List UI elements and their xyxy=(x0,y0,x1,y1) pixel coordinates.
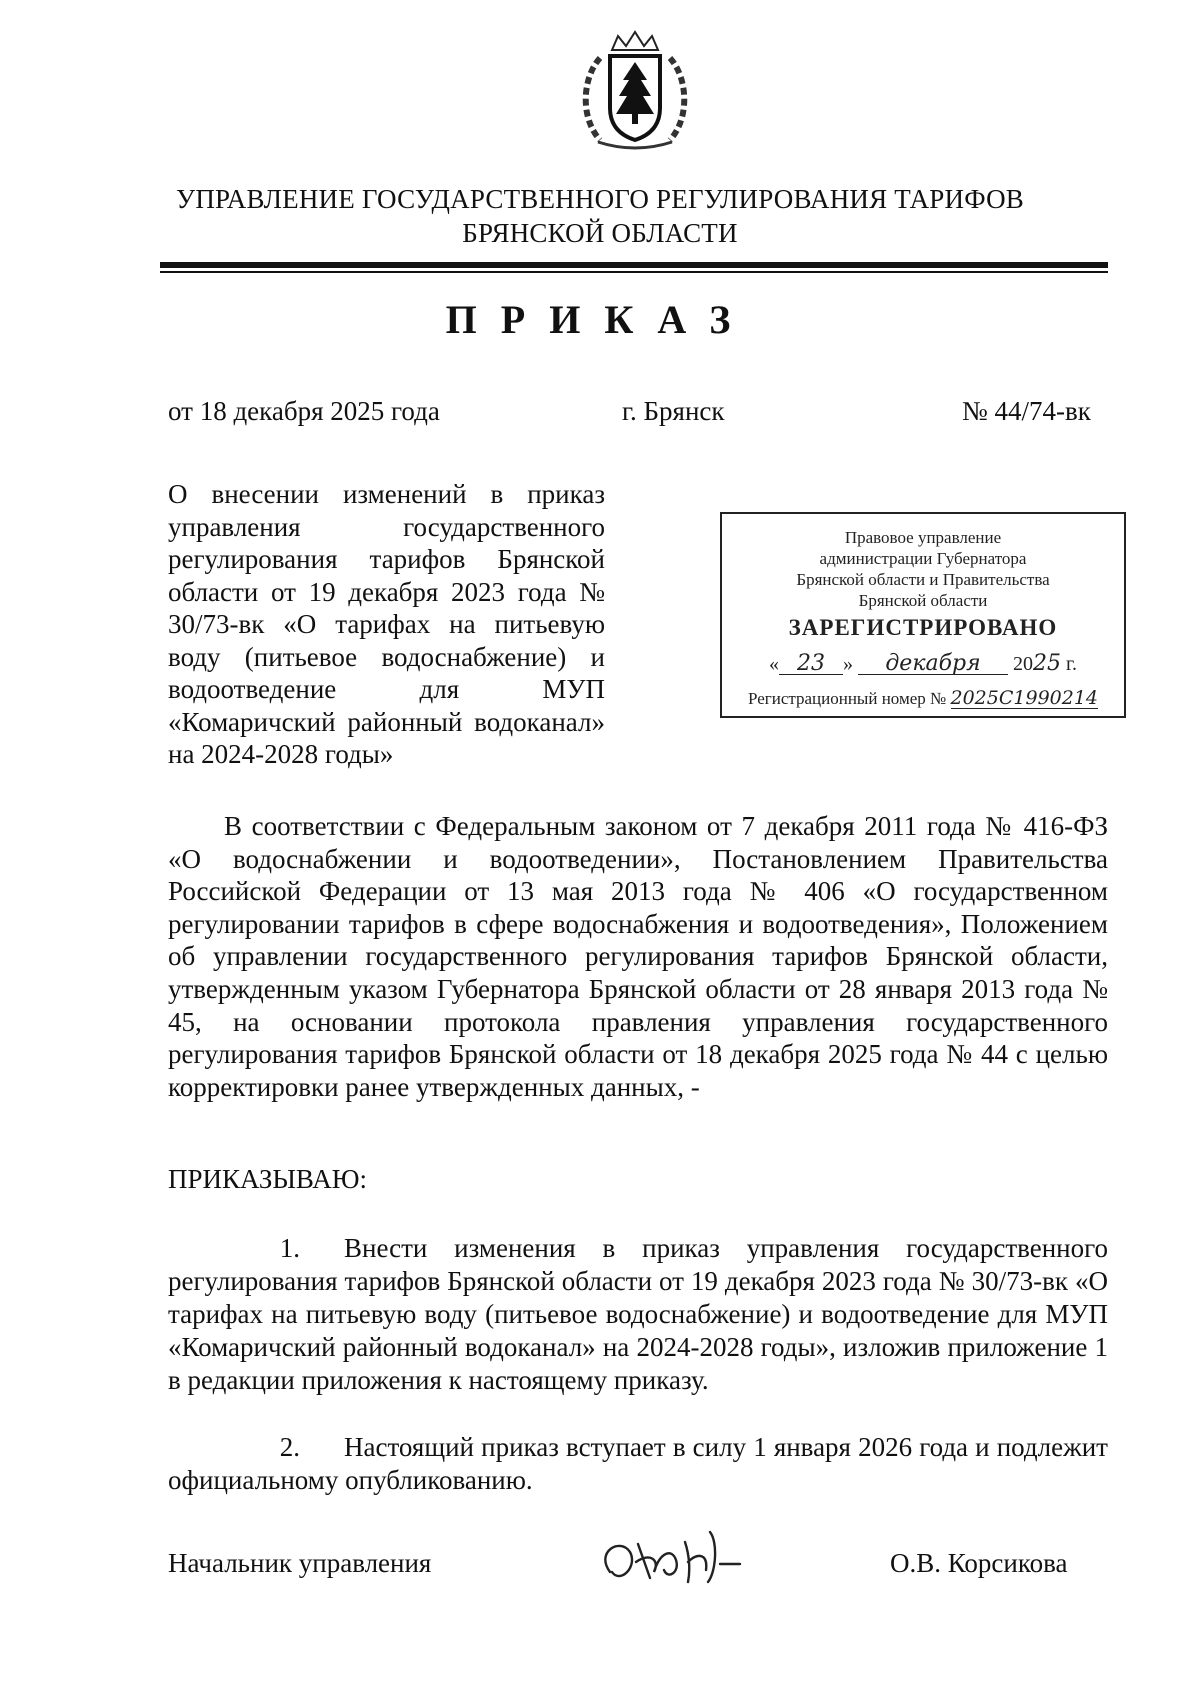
stamp-reg-number: 2025C1990214 xyxy=(950,687,1099,709)
stamp-month: декабря xyxy=(858,654,1008,675)
stamp-day: 23 xyxy=(779,654,843,675)
stamp-title: ЗАРЕГИСТРИРОВАНО xyxy=(788,615,1058,640)
order-item-2-number: 2. xyxy=(279,1432,300,1462)
document-type-title: ПРИКАЗ xyxy=(445,297,755,342)
agency-name-line1: УПРАВЛЕНИЕ ГОСУДАРСТВЕННОГО РЕГУЛИРОВАНИЯ ТАРИФОВ xyxy=(176,184,1024,214)
order-item-2-text: Настоящий приказ вступает в силу 1 января 2026 года и подлежит официальному опубликованию. xyxy=(168,1432,1108,1495)
registration-stamp xyxy=(720,512,1126,718)
signer-name: О.В. Корсикова xyxy=(890,1548,1068,1578)
stamp-line1: Правовое управление xyxy=(844,528,1002,547)
stamp-reg-row xyxy=(722,688,1124,709)
document-date: от 18 декабря 2025 года xyxy=(168,396,440,426)
signer-position: Начальник управления xyxy=(168,1548,432,1578)
stamp-year-end: г. xyxy=(1066,653,1077,675)
stamp-date-row: « 23 » декабря 2025 г. xyxy=(769,651,1077,676)
order-item-1 xyxy=(168,1232,1108,1397)
stamp-reg-label: Регистрационный номер № xyxy=(747,689,947,708)
stamp-line4: Брянской области xyxy=(858,591,988,610)
order-item-2 xyxy=(168,1431,1108,1497)
handwritten-signature xyxy=(590,1512,790,1592)
header-rule-thin xyxy=(160,271,1108,273)
stamp-line2: администрации Губернатора xyxy=(819,549,1027,568)
stamp-year-suffix: 25 xyxy=(1033,651,1062,676)
preamble-text: В соответствии с Федеральным законом от 7 декабря 2011 года № 416-ФЗ «О водоснабжении и водоотведении», Постановлением Правительства Российской Федерации от 13 мая 2013 года № 406 «О государственном регулировании тарифов в сфере водоснабжения и водоотведения», Положением об управлении государственного регулирования тарифов Брянской области, утвержденным указом Губернатора Брянской области от 28 января 2013 года № 45, на основании протокола правления управления государственного регулирования тарифов Брянской области от 18 декабря 2025 года № 44 с целью корректировки ранее утвержденных данных, - xyxy=(168,811,1108,1102)
order-item-1-number: 1. xyxy=(279,1233,300,1263)
agency-name-line2: БРЯНСКОЙ ОБЛАСТИ xyxy=(462,218,738,248)
document-number: № 44/74-вк xyxy=(962,396,1091,426)
document-city: г. Брянск xyxy=(622,396,725,426)
order-word: ПРИКАЗЫВАЮ: xyxy=(168,1164,367,1194)
brynsk-coat-of-arms-icon xyxy=(560,28,710,158)
order-item-1-text: Внести изменения в приказ управления государственного регулирования тарифов Брянской области от 19 декабря 2023 года № 30/73-вк «О тарифах на питьевую воду (питьевое водоснабжение) и водоотведение для МУП «Комаричский районный водоканал» на 2024-2028 годы», изложив приложение 1 в редакции приложения к настоящему приказу. xyxy=(168,1233,1108,1395)
stamp-line3: Брянской области и Правительства xyxy=(796,570,1050,589)
stamp-year-prefix: 20 xyxy=(1013,653,1034,675)
preamble-paragraph xyxy=(168,810,1108,1103)
header-rule-thick xyxy=(160,262,1108,268)
document-subject: О внесении изменений в приказ управления государственного регулирования тарифов Брянской области от 19 декабря 2023 года № 30/73-вк «О тарифах на питьевую воду (питьевое водоснабжение) и водоотведение для МУП «Комаричский районный водоканал» на 2024-2028 годы» xyxy=(168,479,605,769)
